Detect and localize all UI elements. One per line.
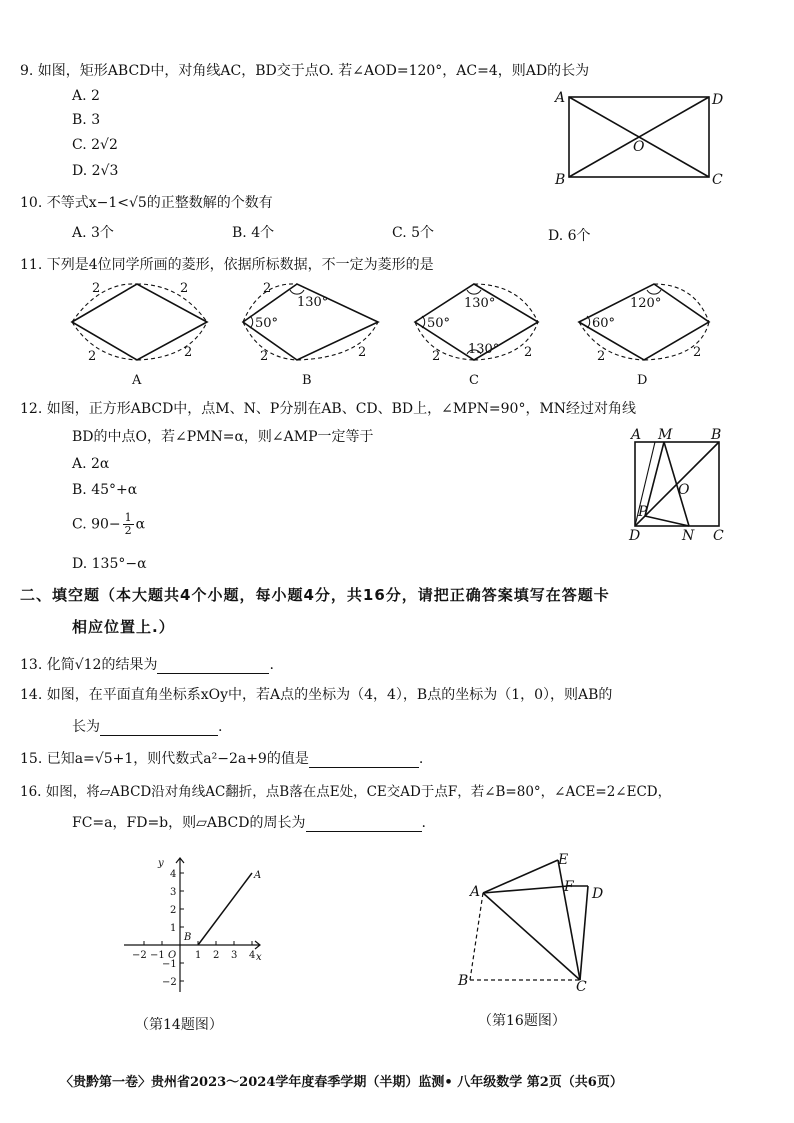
q11-a-side-tl: 2 <box>92 281 101 296</box>
fig14-caption: （第14题图） <box>135 1017 223 1033</box>
fig14-xtick-4: 4 <box>249 950 256 961</box>
q11-b-side-br: 2 <box>358 345 367 360</box>
q12-label-d: D <box>629 528 641 544</box>
q11-d-side-br: 2 <box>693 345 702 360</box>
q12-frac-den: 2 <box>124 524 132 537</box>
q11-c-angle-130-top: 130° <box>464 296 496 311</box>
q12-label-b: B <box>711 427 722 443</box>
q9-label-b: B <box>555 172 566 188</box>
q12-option-a: A. 2α <box>72 456 110 472</box>
q14-answer-blank[interactable] <box>100 735 218 736</box>
q11-a-side-tr: 2 <box>180 281 189 296</box>
q14-text2: 长为 <box>72 719 100 735</box>
q12-option-b: B. 45°+α <box>72 482 138 498</box>
q11-c-angle-50: 50° <box>427 316 451 331</box>
fig14-ytick-3: 3 <box>170 887 177 898</box>
q10-stem: 10. 不等式x−1<√5的正整数解的个数有 <box>20 195 273 211</box>
section2-heading-line2: 相应位置上.） <box>72 618 175 636</box>
fig14-ytick-neg1: −1 <box>162 959 177 970</box>
q11-rhombus-figures <box>60 278 730 393</box>
q12-label-a: A <box>631 427 642 443</box>
q11-a-side-bl: 2 <box>88 349 97 364</box>
page-footer: 〈贵黔第一卷〉贵州省2023～2024学年度春季学期（半期）监测• 八年级数学 第2页（共6页） <box>60 1075 623 1090</box>
q16-line2 <box>72 812 426 832</box>
fig14-xtick-3: 3 <box>231 950 238 961</box>
q12-stem-line1: 12. 如图，正方形ABCD中，点M、N、P分别在AB、CD、BD上，∠MPN=90°，MN经过对角线 <box>20 401 637 417</box>
q15-end: . <box>418 751 424 767</box>
q11-c-angle-130-bottom: 130° <box>468 342 500 357</box>
fig16-label-f: F <box>564 879 574 895</box>
fig14-xtick-2: 2 <box>213 950 220 961</box>
q15-line <box>20 748 423 768</box>
q9-stem: 9. 如图，矩形ABCD中，对角线AC，BD交于点O. 若∠AOD=120°，AC=4，则AD的长为 <box>20 63 590 79</box>
q15-answer-blank[interactable] <box>309 767 419 768</box>
q11-d-side-bl: 2 <box>597 349 606 364</box>
q11-c-side-br: 2 <box>524 345 533 360</box>
fig14-ytick-neg2: −2 <box>162 977 177 988</box>
q12-frac-var: α <box>135 516 146 533</box>
q14-line1: 14. 如图，在平面直角坐标系xOy中，若A点的坐标为（4，4），B点的坐标为（1，0），则AB的 <box>20 687 613 703</box>
fig16-parallelogram-fold <box>450 846 620 996</box>
q10-option-a: A. 3个 <box>72 225 114 241</box>
q13-end: . <box>269 657 274 673</box>
q16-end: . <box>421 815 426 831</box>
fig14-xtick-neg1: −1 <box>150 950 165 961</box>
q11-d-angle-60: 60° <box>592 316 616 331</box>
q13-answer-blank[interactable] <box>157 673 269 674</box>
q12-label-o: O <box>678 482 690 498</box>
q12-label-n: N <box>682 528 695 544</box>
q9-label-a: A <box>555 90 566 106</box>
q11-c-side-bl: 2 <box>432 349 441 364</box>
fig16-label-d: D <box>592 886 604 902</box>
q11-label-a: A <box>132 373 142 388</box>
q11-b-side-tl: 2 <box>263 281 272 296</box>
fig16-label-b: B <box>458 973 469 989</box>
fig14-ytick-4: 4 <box>170 869 177 880</box>
q12-stem-line2: BD的中点O，若∠PMN=α，则∠AMP一定等于 <box>72 429 374 445</box>
fig14-xtick-neg2: −2 <box>132 950 147 961</box>
fig14-xtick-1: 1 <box>195 950 202 961</box>
q14-line2 <box>72 716 222 736</box>
q9-option-b: B. 3 <box>72 112 101 128</box>
fig14-ytick-2: 2 <box>170 905 177 916</box>
fig14-origin-label: O <box>168 950 177 961</box>
q11-label-d: D <box>637 373 648 388</box>
q9-label-c: C <box>712 172 723 188</box>
q9-option-c: C. 2√2 <box>72 137 118 153</box>
q13-text: 13. 化简√12的结果为 <box>20 657 158 673</box>
q9-label-d: D <box>712 92 724 108</box>
q16-line1: 16. 如图，将▱ABCD沿对角线AC翻折，点B落在点E处，CE交AD于点F，若∠B=80°，∠ACE=2∠ECD， <box>20 784 672 800</box>
fig16-label-e: E <box>558 852 569 868</box>
q12-label-m: M <box>658 427 673 443</box>
fig16-label-c: C <box>576 979 587 995</box>
q13-line <box>20 654 274 674</box>
fig14-x-label: x <box>256 952 262 963</box>
q9-option-a: A. 2 <box>72 88 100 104</box>
fig14-ytick-1: 1 <box>170 923 177 934</box>
q9-label-o: O <box>633 139 645 155</box>
q11-label-b: B <box>302 373 312 388</box>
q15-text: 15. 已知a=√5+1，则代数式a²−2a+9的值是 <box>20 751 309 767</box>
q9-rectangle-figure <box>545 82 730 192</box>
q12-frac-num: 1 <box>124 511 132 524</box>
q11-b-side-bl: 2 <box>260 349 269 364</box>
q11-b-angle-130: 130° <box>297 295 329 310</box>
fig14-point-a: A <box>254 870 262 881</box>
q11-a-side-br: 2 <box>184 345 193 360</box>
q11-d-angle-120: 120° <box>630 296 662 311</box>
fig14-y-label: y <box>158 858 164 869</box>
q16-answer-blank[interactable] <box>306 831 422 832</box>
q12-option-c <box>72 512 145 537</box>
fig14-coordinate-plane <box>118 850 268 1000</box>
q12-label-c: C <box>713 528 724 544</box>
q11-b-angle-50: 50° <box>255 316 279 331</box>
q12-square-figure <box>625 424 735 544</box>
fig14-point-b: B <box>184 932 192 943</box>
fig16-caption: （第16题图） <box>478 1013 566 1029</box>
q11-label-c: C <box>469 373 479 388</box>
q10-option-d: D. 6个 <box>548 228 591 244</box>
q10-option-c: C. 5个 <box>392 225 435 241</box>
q9-option-d: D. 2√3 <box>72 163 119 179</box>
q12-option-c-fraction <box>123 512 134 537</box>
q12-label-p: P <box>638 504 648 520</box>
q14-end: . <box>218 719 223 735</box>
q10-option-b: B. 4个 <box>232 225 275 241</box>
q12-option-c-text: C. 90− <box>72 516 121 533</box>
fig16-label-a: A <box>470 884 481 900</box>
q16-text2: FC=a，FD=b，则▱ABCD的周长为 <box>72 815 306 831</box>
q12-option-d: D. 135°−α <box>72 556 147 572</box>
section2-heading-line1: 二、填空题（本大题共4个小题，每小题4分，共16分，请把正确答案填写在答题卡 <box>20 586 610 604</box>
q11-stem: 11. 下列是4位同学所画的菱形，依据所标数据，不一定为菱形的是 <box>20 257 434 273</box>
